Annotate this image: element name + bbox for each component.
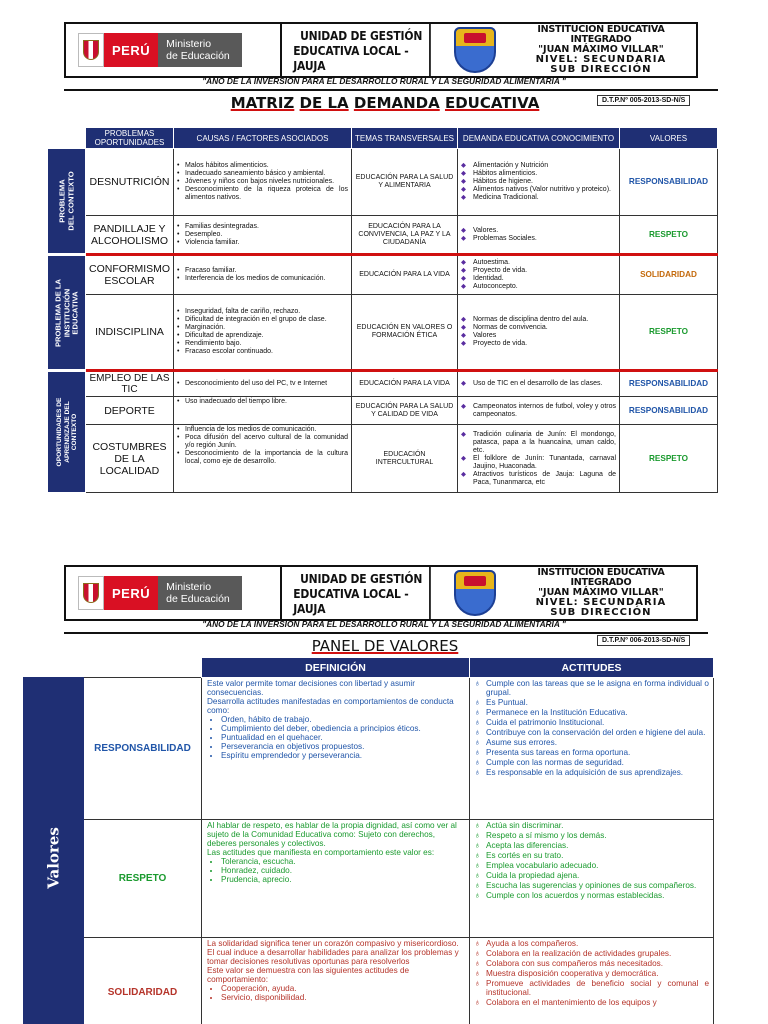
list-item: • Desconocimiento de la importancia de la cultura local, como eje de desarrollo. xyxy=(177,450,348,466)
demanda-cell xyxy=(458,149,620,216)
tema-cell: EDUCACIÓN PARA LA CONVIVENCIA, LA PAZ Y LA CIUDADANÍA xyxy=(352,216,458,255)
slogan: "AÑO DE LA INVERSIÓN PARA EL DESARROLLO RURAL Y LA SEGURIDAD ALIMENTARIA " xyxy=(202,619,566,629)
list-item: • Orden, hábito de trabajo. xyxy=(221,715,464,724)
list-item: ♁ Promueve actividades de beneficio social y comunal e institucional. xyxy=(474,979,709,997)
valor-cell: RESPETO xyxy=(620,425,718,493)
list-item: ♁ Acepta las diferencias. xyxy=(474,841,709,850)
value-attitudes xyxy=(470,938,714,1024)
table-row xyxy=(48,216,718,255)
demanda-cell xyxy=(458,425,620,493)
list-item: • Poca difusión del acervo cultural de la comunidad y/o región Junín. xyxy=(177,434,348,450)
peru-coat-of-arms-icon xyxy=(78,576,104,610)
problema-cell: COSTUMBRES DE LA LOCALIDAD xyxy=(86,425,174,493)
values-side-label: Valores xyxy=(44,827,62,889)
list-item: • Familias desintegradas. xyxy=(177,223,348,231)
valor-cell: RESPONSABILIDAD xyxy=(620,397,718,425)
valor-cell: SOLIDARIDAD xyxy=(620,255,718,295)
table-row xyxy=(24,938,714,1024)
list-item: ♁ Contribuye con la conservación del orden e higiene del aula. xyxy=(474,728,709,737)
institution-name: INSTITUCIÓN EDUCATIVA INTEGRADO "JUAN MÁXIMO VILLAR" NIVEL: SECUNDARIA SUB DIRECCIÓN xyxy=(535,567,667,618)
problema-cell: PANDILLAJE Y ALCOHOLISMO xyxy=(86,216,174,255)
list-item: ♁ Actúa sin discriminar. xyxy=(474,821,709,830)
list-item: • Puntualidad en el quehacer. xyxy=(221,733,464,742)
valor-cell: RESPONSABILIDAD xyxy=(620,371,718,397)
list-item: ◆ Tradición culinaria de Junín: El mondongo, patasca, papa a la huancaína, uman caldo, etc. xyxy=(461,431,616,455)
value-attitudes xyxy=(470,678,714,820)
causas-cell xyxy=(174,397,352,425)
group-label: PROBLEMA DE LA INSTITUCIÓN EDUCATIVA xyxy=(52,278,79,347)
institution-block xyxy=(442,567,696,619)
tema-cell: EDUCACIÓN INTERCULTURAL xyxy=(352,425,458,493)
list-item: ◆ Valores. xyxy=(461,227,616,235)
list-item: ♁ Cuida la propiedad ajena. xyxy=(474,871,709,880)
list-item: ◆ Atractivos turísticos de Jauja: Laguna de Paca, Tunanmarca, etc xyxy=(461,471,616,487)
list-item: • Dificultad de integración en el grupo de clase. xyxy=(177,316,348,324)
tema-cell: EDUCACIÓN EN VALORES O FORMACIÓN ÉTICA xyxy=(352,295,458,371)
list-item: • Inseguridad, falta de cariño, rechazo. xyxy=(177,308,348,316)
document-reference: D.T.P.Nº 005-2013-SD-N/S xyxy=(597,95,690,106)
list-item: ♁ Emplea vocabulario adecuado. xyxy=(474,861,709,870)
list-item: • Jóvenes y niños con bajos niveles nutricionales. xyxy=(177,178,348,186)
list-item: ♁ Muestra disposición cooperativa y democrática. xyxy=(474,969,709,978)
column-header: TEMAS TRANSVERSALES xyxy=(352,128,458,149)
school-crest-icon xyxy=(454,570,496,616)
column-header: DEFINICIÓN xyxy=(202,658,470,678)
list-item: • Inadecuado saneamiento básico y ambiental. xyxy=(177,170,348,178)
list-item: • Perseverancia en objetivos propuestos. xyxy=(221,742,464,751)
valor-cell: RESPETO xyxy=(620,295,718,371)
list-item: ◆ Proyecto de vida. xyxy=(461,267,616,275)
panel-title: PANEL DE VALORES xyxy=(311,637,459,655)
demanda-cell xyxy=(458,255,620,295)
school-crest-icon xyxy=(454,27,496,73)
list-item: ◆ Normas de disciplina dentro del aula. xyxy=(461,316,616,324)
group-label-cell xyxy=(48,149,86,255)
column-header: VALORES xyxy=(620,128,718,149)
causas-cell xyxy=(174,371,352,397)
value-definition: La solidaridad significa tener un corazón compasivo y misericordioso. El cual induce a desarrollar habilidades para analizar los problemas y tomar decisiones resolutivas oportunas para resolverlos Este valor se demuestra con las siguientes actitudes de comportamiento: • Cooperación, ayuda. • Servicio, disponibilidad. xyxy=(202,938,470,1024)
list-item: • Marginación. xyxy=(177,324,348,332)
list-item: ♁ Cumple con los acuerdos y normas establecidas. xyxy=(474,891,709,900)
ministerio-logo xyxy=(66,24,282,76)
list-item: ◆ Normas de convivencia. xyxy=(461,324,616,332)
group-label-cell xyxy=(48,255,86,371)
tema-cell: EDUCACIÓN PARA LA VIDA xyxy=(352,255,458,295)
valor-cell: RESPONSABILIDAD xyxy=(620,149,718,216)
list-item: ◆ Medicina Tradicional. xyxy=(461,194,616,202)
group-label-cell xyxy=(48,371,86,493)
list-item: • Dificultad de aprendizaje. xyxy=(177,332,348,340)
list-item: ◆ Valores xyxy=(461,332,616,340)
valor-cell: RESPETO xyxy=(620,216,718,255)
list-item: • Prudencia, aprecio. xyxy=(221,875,464,884)
causas-cell xyxy=(174,149,352,216)
list-item: • Tolerancia, escucha. xyxy=(221,857,464,866)
list-item: ◆ Autoestima. xyxy=(461,259,616,267)
list-item: ◆ Problemas Sociales. xyxy=(461,235,616,243)
ministerio-logo xyxy=(66,567,282,619)
divider xyxy=(64,632,708,634)
problema-cell: DESNUTRICIÓN xyxy=(86,149,174,216)
ministerio-label: Ministerio de Educación xyxy=(158,576,242,610)
ugel-name: UNIDAD DE GESTIÓN EDUCATIVA LOCAL - JAUJA xyxy=(293,24,431,76)
column-header: PROBLEMAS OPORTUNIDADES xyxy=(86,128,174,149)
page-title: MATRIZ DE LA DEMANDA EDUCATIVA xyxy=(230,94,540,112)
table-header-row xyxy=(24,658,714,678)
list-item: ◆ Autoconcepto. xyxy=(461,283,616,291)
values-side-label-cell xyxy=(24,678,84,1024)
table-row xyxy=(48,425,718,493)
panel-valores-table xyxy=(23,657,714,1024)
list-item: ♁ Colabora con sus compañeros más necesitados. xyxy=(474,959,709,968)
tema-cell: EDUCACIÓN PARA LA SALUD Y ALIMENTARIA xyxy=(352,149,458,216)
list-item: ◆ Proyecto de vida. xyxy=(461,340,616,348)
causas-cell xyxy=(174,295,352,371)
list-item: • Espíritu emprendedor y perseverancia. xyxy=(221,751,464,760)
value-name: RESPETO xyxy=(84,820,202,938)
list-item: ♁ Cumple con las normas de seguridad. xyxy=(474,758,709,767)
institution-name: INSTITUCIÓN EDUCATIVA INTEGRADO "JUAN MÁXIMO VILLAR" NIVEL: SECUNDARIA SUB DIRECCIÓN xyxy=(535,24,667,75)
list-item: ◆ Identidad. xyxy=(461,275,616,283)
table-row xyxy=(24,820,714,938)
value-name: SOLIDARIDAD xyxy=(84,938,202,1024)
list-item: • Violencia familiar. xyxy=(177,239,348,247)
column-header: ACTITUDES xyxy=(470,658,714,678)
list-item: • Desempleo. xyxy=(177,231,348,239)
list-item: ♁ Es cortés en su trato. xyxy=(474,851,709,860)
group-label: PROBLEMA DEL CONTEXTO xyxy=(57,171,75,231)
list-item: • Interferencia de los medios de comunicación. xyxy=(177,275,348,283)
list-item: ♁ Colabora en el mantenimiento de los equipos y xyxy=(474,998,709,1007)
column-header: DEMANDA EDUCATIVA CONOCIMIENTO xyxy=(458,128,620,149)
list-item: • Fracaso familiar. xyxy=(177,267,348,275)
list-item: ♁ Es Puntual. xyxy=(474,698,709,707)
demanda-cell xyxy=(458,371,620,397)
list-item: ◆ Alimentos nativos (Valor nutritivo y proteico). xyxy=(461,186,616,194)
list-item: ♁ Colabora en la realización de actividades grupales. xyxy=(474,949,709,958)
table-row xyxy=(48,295,718,371)
peru-label: PERÚ xyxy=(104,33,158,67)
table-row xyxy=(24,678,714,820)
list-item: ♁ Es responsable en la adquisición de sus aprendizajes. xyxy=(474,768,709,777)
problema-cell: DEPORTE xyxy=(86,397,174,425)
document-header xyxy=(64,22,698,78)
list-item: ♁ Cuida el patrimonio Institucional. xyxy=(474,718,709,727)
list-item: ♁ Escucha las sugerencias y opiniones de sus compañeros. xyxy=(474,881,709,890)
peru-label: PERÚ xyxy=(104,576,158,610)
list-item: ◆ Alimentación y Nutrición xyxy=(461,162,616,170)
value-definition: Este valor permite tomar decisiones con libertad y asumir consecuencias. Desarrolla actitudes manifestadas en comportamientos de conducta como: • Orden, hábito de trabajo. • Cumplimiento del deber, obediencia a principios éticos. • Puntualidad en el quehacer. • Perseverancia en objetivos propuestos. • Espíritu emprendedor y perseverancia. xyxy=(202,678,470,820)
list-item: • Cumplimiento del deber, obediencia a principios éticos. xyxy=(221,724,464,733)
list-item: • Honradez, cuidado. xyxy=(221,866,464,875)
table-row xyxy=(48,149,718,216)
problema-cell: EMPLEO DE LAS TIC xyxy=(86,371,174,397)
value-name: RESPONSABILIDAD xyxy=(84,678,202,820)
ministerio-label: Ministerio de Educación xyxy=(158,33,242,67)
ugel-name: UNIDAD DE GESTIÓN EDUCATIVA LOCAL - JAUJA xyxy=(293,567,431,619)
list-item: ◆ El folklore de Junín: Tunantada, carnaval Jaujino, Huaconada. xyxy=(461,455,616,471)
tema-cell: EDUCACIÓN PARA LA SALUD Y CALIDAD DE VIDA xyxy=(352,397,458,425)
value-definition: Al hablar de respeto, es hablar de la propia dignidad, así como ver al sujeto de la Comunidad Educativa como: Sujeto con derechos, deberes personales y colectivos. Las actitudes que manifiesta en comportamiento este valor es: • Tolerancia, escucha. • Honradez, cuidado. • Prudencia, aprecio. xyxy=(202,820,470,938)
list-item: ◆ Uso de TIC en el desarrollo de las clases. xyxy=(461,380,616,388)
list-item: ♁ Presenta sus tareas en forma oportuna. xyxy=(474,748,709,757)
list-item: ♁ Respeto a sí mismo y los demás. xyxy=(474,831,709,840)
list-item: ◆ Campeonatos internos de futbol, voley y otros campeonatos. xyxy=(461,403,616,419)
column-header: CAUSAS / FACTORES ASOCIADOS xyxy=(174,128,352,149)
table-row xyxy=(48,397,718,425)
problema-cell: CONFORMISMO ESCOLAR xyxy=(86,255,174,295)
tema-cell: EDUCACIÓN PARA LA VIDA xyxy=(352,371,458,397)
list-item: • Malos hábitos alimenticios. xyxy=(177,162,348,170)
value-attitudes xyxy=(470,820,714,938)
list-item: ♁ Cumple con las tareas que se le asigna en forma individual o grupal. xyxy=(474,679,709,697)
demanda-cell xyxy=(458,397,620,425)
list-item: • Servicio, disponibilidad. xyxy=(221,993,464,1002)
list-item: • Rendimiento bajo. xyxy=(177,340,348,348)
list-item: ♁ Asume sus errores. xyxy=(474,738,709,747)
document-reference: D.T.P.Nº 006-2013-SD-N/S xyxy=(597,635,690,646)
table-row xyxy=(48,371,718,397)
problema-cell: INDISCIPLINA xyxy=(86,295,174,371)
list-item: • Uso inadecuado del tiempo libre. xyxy=(177,398,348,406)
list-item: ♁ Permanece en la Institución Educativa. xyxy=(474,708,709,717)
slogan: "AÑO DE LA INVERSIÓN PARA EL DESARROLLO RURAL Y LA SEGURIDAD ALIMENTARIA " xyxy=(202,76,566,86)
demanda-cell xyxy=(458,216,620,255)
list-item: ◆ Hábitos de higiene. xyxy=(461,178,616,186)
causas-cell xyxy=(174,216,352,255)
table-row xyxy=(48,255,718,295)
list-item: ♁ Ayuda a los compañeros. xyxy=(474,939,709,948)
list-item: • Influencia de los medios de comunicación. xyxy=(177,426,348,434)
list-item: • Desconocimiento del uso del PC, tv e Internet xyxy=(177,380,348,388)
demanda-cell xyxy=(458,295,620,371)
divider xyxy=(64,89,718,91)
list-item: • Cooperación, ayuda. xyxy=(221,984,464,993)
list-item: ◆ Hábitos alimenticios. xyxy=(461,170,616,178)
list-item: • Desconocimiento de la riqueza proteica de los alimentos nativos. xyxy=(177,186,348,202)
matriz-demanda-table xyxy=(47,127,718,493)
list-item: • Fracaso escolar continuado. xyxy=(177,348,348,356)
causas-cell xyxy=(174,255,352,295)
peru-coat-of-arms-icon xyxy=(78,33,104,67)
institution-block xyxy=(442,24,696,76)
table-header-row xyxy=(48,128,718,149)
document-header xyxy=(64,565,698,621)
group-label: OPORTUNIDADES DE APRENDIZAJE DEL CONTEXTO xyxy=(55,397,78,467)
causas-cell xyxy=(174,425,352,493)
